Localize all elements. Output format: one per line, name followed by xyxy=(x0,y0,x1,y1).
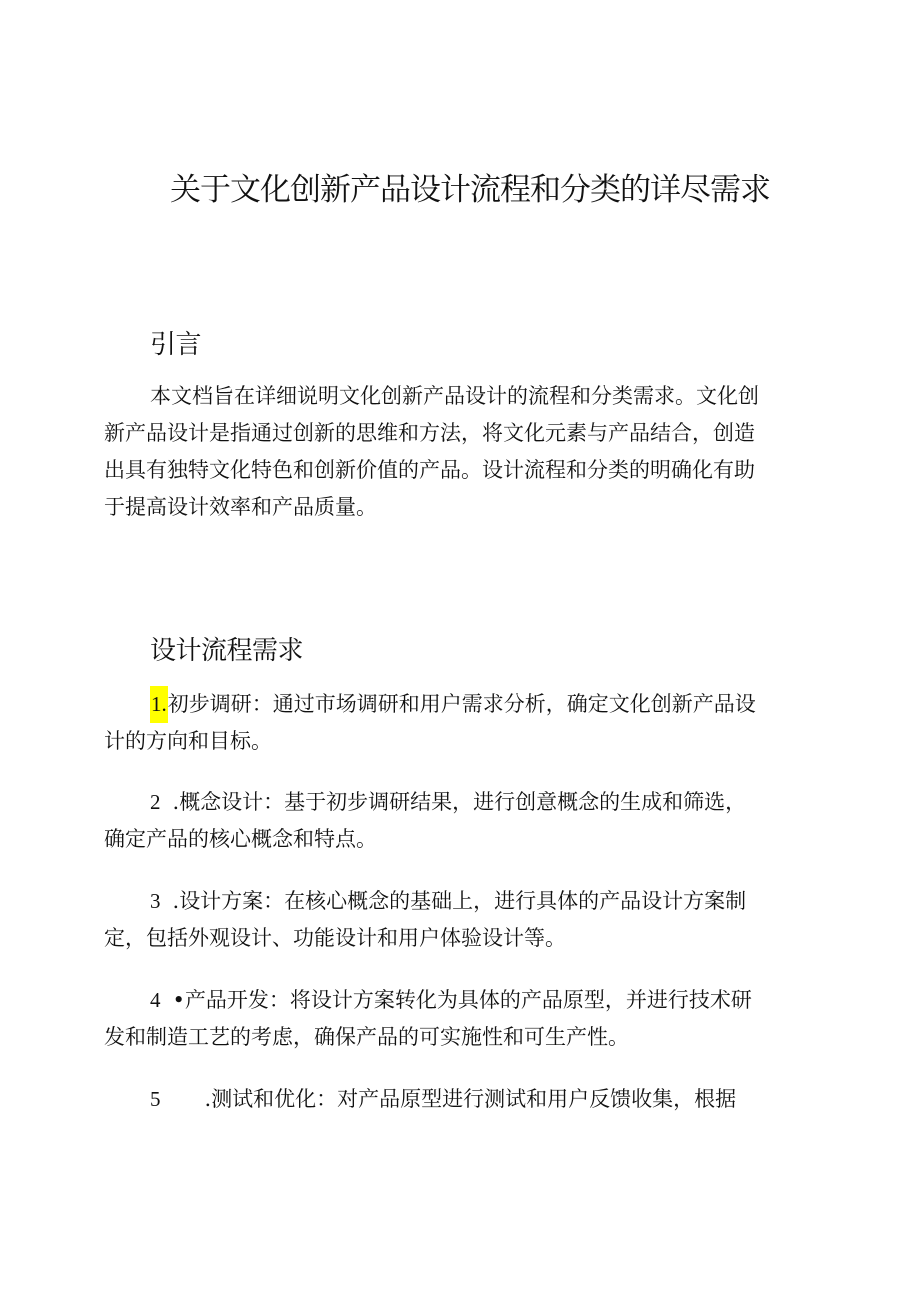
flow-item-line: 发和制造工艺的考虑，确保产品的可实施性和可生产性。 xyxy=(104,1025,629,1049)
design-flow-heading: 设计流程需求 xyxy=(150,636,304,666)
item-number: 1 xyxy=(151,692,162,716)
flow-item-design-plan xyxy=(104,883,818,957)
item-number: 3 xyxy=(150,889,161,913)
intro-line: 新产品设计是指通过创新的思维和方法，将文化元素与产品结合，创造 xyxy=(104,421,755,445)
intro-line: 本文档旨在详细说明文化创新产品设计的流程和分类需求。文化创 xyxy=(150,384,759,408)
intro-paragraph xyxy=(104,378,818,526)
flow-item-research xyxy=(104,686,818,760)
flow-item-concept xyxy=(104,784,818,858)
item-marker: . xyxy=(172,889,180,913)
flow-item-line: 计的方向和目标。 xyxy=(104,729,272,753)
intro-line: 于提高设计效率和产品质量。 xyxy=(104,495,377,519)
flow-item-testing xyxy=(104,1081,818,1118)
item-number: 4 xyxy=(150,988,161,1012)
flow-item-line xyxy=(104,784,818,821)
intro-line: 出具有独特文化特色和创新价值的产品。设计流程和分类的明确化有助 xyxy=(104,458,755,482)
flow-item-line xyxy=(104,883,818,920)
flow-item-line xyxy=(104,686,818,723)
item-marker: • xyxy=(172,988,185,1012)
flow-item-line: 确定产品的核心概念和特点。 xyxy=(104,827,377,851)
item-number: 5 xyxy=(150,1087,161,1111)
document-title: 关于文化创新产品设计流程和分类的详尽需求 xyxy=(170,172,770,208)
item-text: 初步调研：通过市场调研和用户需求分析，确定文化创新产品设 xyxy=(167,692,756,716)
item-marker: . xyxy=(172,790,180,814)
item-text: 产品开发：将设计方案转化为具体的产品原型，并进行技术研 xyxy=(184,988,752,1012)
item-text: 概念设计：基于初步调研结果，进行创意概念的生成和筛选， xyxy=(179,790,747,814)
item-text: 设计方案：在核心概念的基础上，进行具体的产品设计方案制 xyxy=(179,889,747,913)
flow-item-development xyxy=(104,982,818,1056)
intro-heading: 引言 xyxy=(150,330,202,360)
flow-item-line: 定，包括外观设计、功能设计和用户体验设计等。 xyxy=(104,926,566,950)
flow-item-line xyxy=(104,982,818,1019)
item-text: 测试和优化：对产品原型进行测试和用户反馈收集，根据 xyxy=(211,1087,737,1111)
item-marker: . xyxy=(161,692,167,716)
item-number: 2 xyxy=(150,790,161,814)
item-number-highlighted xyxy=(150,686,168,723)
item-marker: . xyxy=(204,1087,212,1111)
flow-item-line xyxy=(104,1081,818,1118)
